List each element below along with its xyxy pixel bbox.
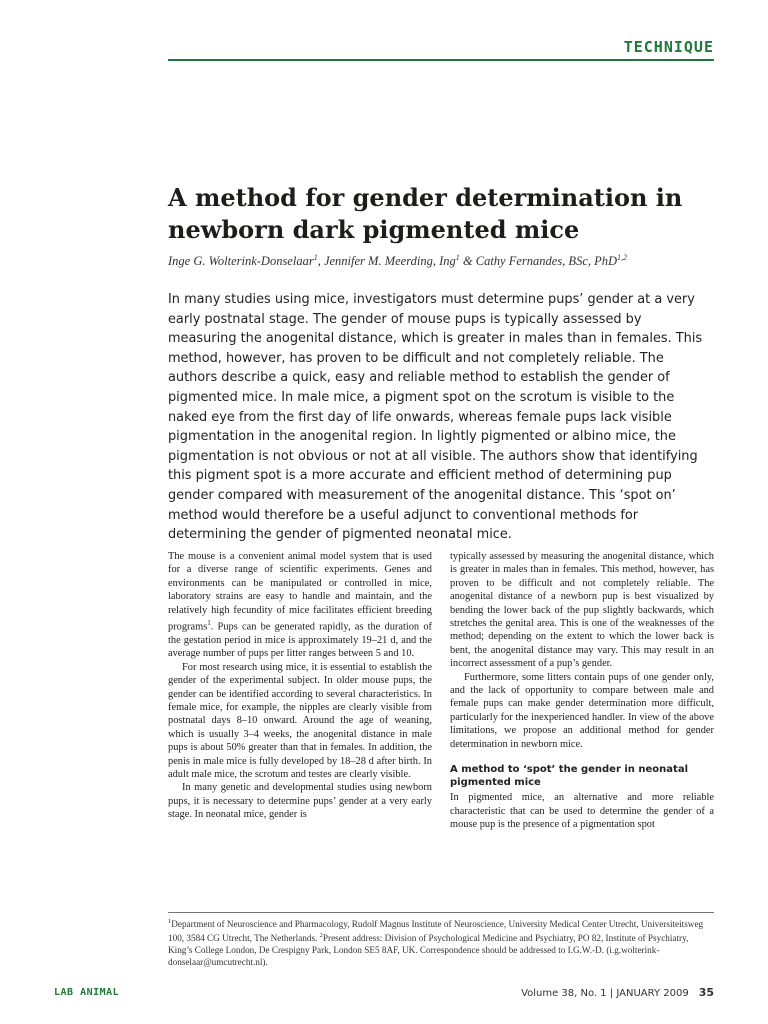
author-2: Jennifer M. Meerding, Ing	[323, 254, 456, 269]
journal-name: LAB ANIMAL	[54, 987, 120, 998]
author-1-affiliation: 1	[313, 253, 318, 262]
issue-volume: Volume 38, No. 1 | JANUARY 2009	[521, 988, 689, 999]
body-paragraph: Furthermore, some litters contain pups of one gender only, and the lack of opportunity to compare between male and female pups can make gender determination more difficult, particularly for the inexperienced handler. In view of the above limitations, we propose an additional method for gender determination in newborn mice.	[450, 671, 714, 750]
abstract: In many studies using mice, investigators must determine pups’ gender at a very early postnatal stage. The gender of mouse pups is typically assessed by measuring the anogenital distance, which is greater in males than in females. This method, however, has proven to be difficult and not completely reliable. The authors describe a quick, easy and reliable method to establish the gender of pigmented mice. In male mice, a pigment spot on the scrotum is visible to the naked eye from the first day of life onwards, whereas female pups lack visible pigmentation in the anogenital region. In lightly pigmented or albino mice, the pigmentation is not obvious or not at all visible. The authors show that identifying this pigment spot is a more accurate and efficient method of determining pup gender compared with measurement of the anogenital distance. This ‘spot on’ method would therefore be a useful adjunct to conventional methods for determining the gender of pigmented neonatal mice.	[168, 292, 703, 543]
page-number: 35	[698, 986, 714, 999]
author-3-affiliation: 1,2	[617, 253, 628, 262]
footnote-rule	[168, 912, 714, 913]
body-paragraph: The mouse is a convenient animal model system that is used for a diverse range of scientific experiments. Genes and environments can be manipulated or controlled in mice, laboratory strains are easy to handle and maintain, and the relatively high fecundity of mice facilitates efficient breeding programs$^1$. Pups can be generated rapidly, as the duration of the gestation period in mice is approximately 19–21 d, and the average number of pups per litter ranges between 5 and 10.	[168, 551, 432, 660]
author-separator: ,	[317, 254, 324, 269]
author-2-affiliation: 1	[455, 253, 460, 262]
issue-info	[521, 986, 714, 999]
body-paragraph: In pigmented mice, an alternative and more reliable characteristic that can be used to determine the gender of a mouse pup is the presence of a pigmentation spot	[450, 792, 714, 830]
author-3: Cathy Fernandes, BSc, PhD	[475, 254, 618, 269]
citation-ref: 1	[207, 619, 211, 628]
affiliations-footnote: $^1$Department of Neuroscience and Pharmacology, Rudolf Magnus Institute of Neuroscience, University Medical Center Utrecht, Universiteitsweg 100, 3584 CG Utrecht, The Netherlands. $^2$Present address: Division of Psychological Medicine and Psychiatry, PO 82, Institute of Psychiatry, King’s College London, De Crespigny Park, London SE5 8AF, UK. Correspondence should be addressed to I.G.W.-D. (i.g.wolterink-donselaar@umcutrecht.nl).	[168, 918, 704, 968]
section-rule	[168, 59, 714, 61]
author-separator: &	[459, 254, 476, 269]
body-paragraph: For most research using mice, it is essential to establish the gender of the experimental subject. In older mouse pups, the gender can be identified according to several characteristics. In female mice, for example, the nipples are clearly visible from postnatal days 8–10 onward. Around the age of weaning, which is usually 3–4 weeks, the anogenital distance in male pups is about 50% greater than that in females. In addition, the penis in male mice is fully developed by 18–28 d after birth. In adult male mice, the scrotum and testes are clearly visible.	[168, 661, 432, 780]
author-list	[168, 253, 728, 269]
section-label: TECHNIQUE	[623, 38, 714, 56]
article-title: A method for gender determination in newborn dark pigmented mice	[168, 183, 683, 244]
body-column-left	[168, 550, 432, 822]
section-subheading: A method to ‘spot’ the gender in neonatal pigmented mice	[450, 764, 689, 789]
body-paragraph: typically assessed by measuring the anogenital distance, which is greater in males than in females. This method, however, has proven to be difficult and not completely reliable. The anogenital distance of a newborn pup is best visualized by bending the lower back of the pup slightly backwards, which stretches the genital area. This is one of the weaknesses of the method; depending on the extent to which the lower back is bent, the anogenital distance may vary. This may result in an incorrect assessment of a pup’s gender.	[450, 551, 714, 670]
author-1: Inge G. Wolterink-Donselaar	[168, 254, 314, 269]
body-column-right	[450, 550, 714, 831]
body-paragraph: In many genetic and developmental studies using newborn pups, it is necessary to determine pups’ gender at a very early stage. In neonatal mice, gender is	[168, 782, 432, 821]
